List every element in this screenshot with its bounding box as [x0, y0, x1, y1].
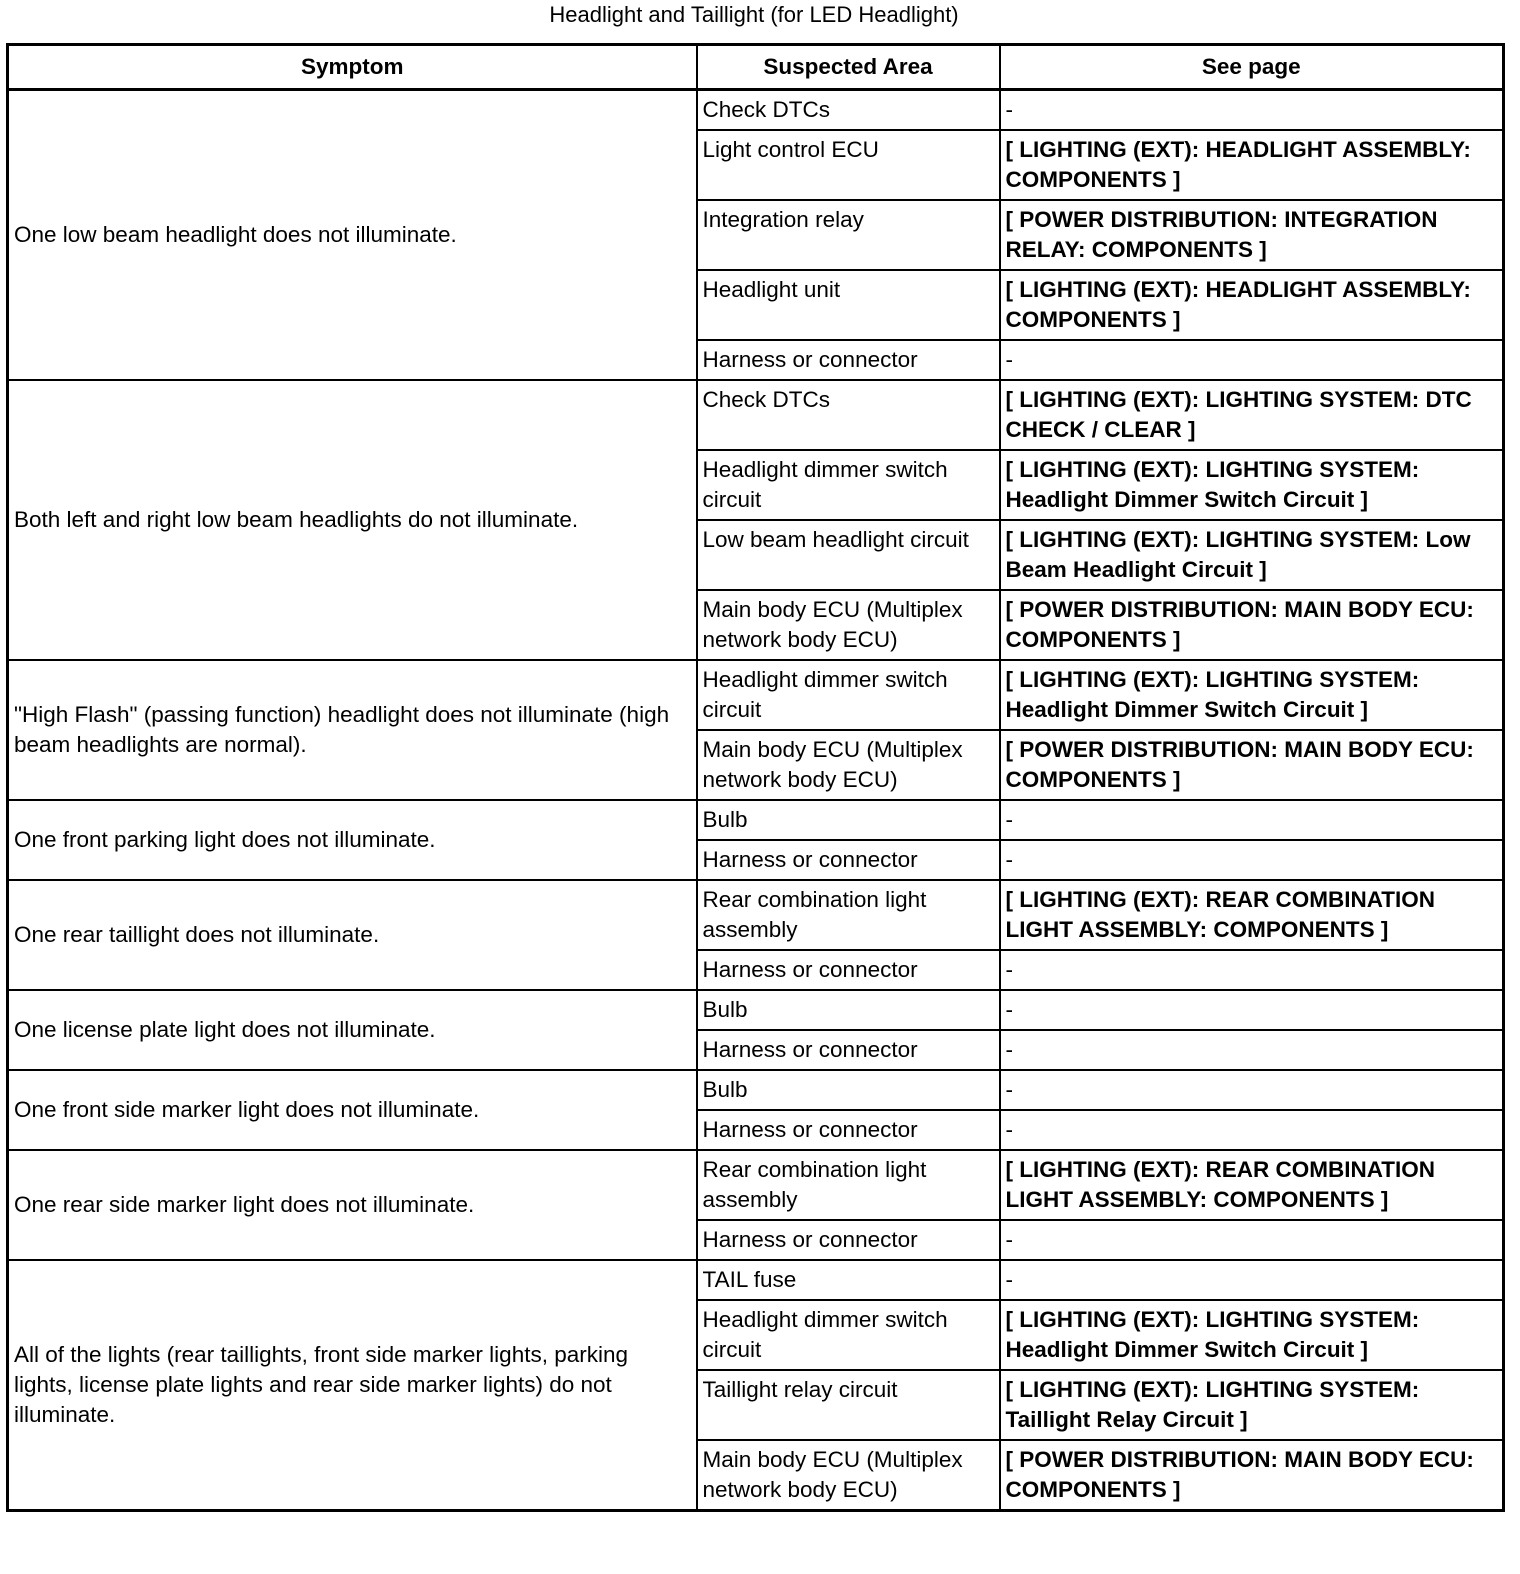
suspected-area-cell: Integration relay [697, 200, 1000, 270]
see-page-cell: - [1000, 90, 1504, 131]
suspected-area-cell: Headlight dimmer switch circuit [697, 660, 1000, 730]
suspected-area-cell: Bulb [697, 1070, 1000, 1110]
table-row [8, 990, 1504, 1030]
suspected-area-cell: Rear combination light assembly [697, 1150, 1000, 1220]
see-page-cell: - [1000, 1030, 1504, 1070]
table-row [8, 90, 1504, 131]
see-page-reference-link[interactable]: [ POWER DISTRIBUTION: MAIN BODY ECU: COMPONENTS ] [1000, 590, 1504, 660]
suspected-area-cell: Check DTCs [697, 380, 1000, 450]
table-row [8, 880, 1504, 950]
symptom-table [6, 43, 1505, 1512]
header-see-page: See page [1000, 45, 1504, 90]
see-page-cell: - [1000, 840, 1504, 880]
page-title: Headlight and Taillight (for LED Headlight) [549, 2, 959, 27]
see-page-reference-link[interactable]: [ LIGHTING (EXT): HEADLIGHT ASSEMBLY: COMPONENTS ] [1000, 130, 1504, 200]
table-header-row [8, 45, 1504, 90]
see-page-reference-link[interactable]: [ LIGHTING (EXT): HEADLIGHT ASSEMBLY: COMPONENTS ] [1000, 270, 1504, 340]
suspected-area-cell: TAIL fuse [697, 1260, 1000, 1300]
suspected-area-cell: Light control ECU [697, 130, 1000, 200]
suspected-area-cell: Main body ECU (Multiplex network body ECU) [697, 730, 1000, 800]
see-page-reference-link[interactable]: [ LIGHTING (EXT): LIGHTING SYSTEM: Headlight Dimmer Switch Circuit ] [1000, 1300, 1504, 1370]
table-body [8, 90, 1504, 1511]
suspected-area-cell: Main body ECU (Multiplex network body ECU) [697, 1440, 1000, 1511]
suspected-area-cell: Harness or connector [697, 340, 1000, 380]
see-page-cell: - [1000, 800, 1504, 840]
suspected-area-cell: Low beam headlight circuit [697, 520, 1000, 590]
header-suspected-area: Suspected Area [697, 45, 1000, 90]
symptom-cell: One front parking light does not illuminate. [8, 800, 697, 880]
see-page-cell: - [1000, 1070, 1504, 1110]
suspected-area-cell: Headlight dimmer switch circuit [697, 450, 1000, 520]
see-page-reference-link[interactable]: [ LIGHTING (EXT): LIGHTING SYSTEM: Taillight Relay Circuit ] [1000, 1370, 1504, 1440]
table-row [8, 660, 1504, 730]
see-page-reference-link[interactable]: [ LIGHTING (EXT): LIGHTING SYSTEM: Headlight Dimmer Switch Circuit ] [1000, 660, 1504, 730]
suspected-area-cell: Headlight unit [697, 270, 1000, 340]
symptom-cell: One front side marker light does not illuminate. [8, 1070, 697, 1150]
see-page-reference-link[interactable]: [ LIGHTING (EXT): LIGHTING SYSTEM: Headlight Dimmer Switch Circuit ] [1000, 450, 1504, 520]
symptom-cell: One rear side marker light does not illuminate. [8, 1150, 697, 1260]
see-page-reference-link[interactable]: [ LIGHTING (EXT): LIGHTING SYSTEM: DTC CHECK / CLEAR ] [1000, 380, 1504, 450]
suspected-area-cell: Check DTCs [697, 90, 1000, 131]
symptom-cell: One rear taillight does not illuminate. [8, 880, 697, 990]
see-page-reference-link[interactable]: [ POWER DISTRIBUTION: INTEGRATION RELAY: COMPONENTS ] [1000, 200, 1504, 270]
suspected-area-cell: Bulb [697, 800, 1000, 840]
suspected-area-cell: Harness or connector [697, 1030, 1000, 1070]
see-page-reference-link[interactable]: [ POWER DISTRIBUTION: MAIN BODY ECU: COMPONENTS ] [1000, 730, 1504, 800]
table-row [8, 380, 1504, 450]
symptom-cell: Both left and right low beam headlights do not illuminate. [8, 380, 697, 660]
symptom-cell: All of the lights (rear taillights, front side marker lights, parking lights, license plate lights and rear side marker lights) do not illuminate. [8, 1260, 697, 1511]
see-page-reference-link[interactable]: [ LIGHTING (EXT): REAR COMBINATION LIGHT ASSEMBLY: COMPONENTS ] [1000, 1150, 1504, 1220]
suspected-area-cell: Headlight dimmer switch circuit [697, 1300, 1000, 1370]
table-row [8, 1070, 1504, 1110]
see-page-cell: - [1000, 1260, 1504, 1300]
table-row [8, 1260, 1504, 1300]
suspected-area-cell: Main body ECU (Multiplex network body ECU) [697, 590, 1000, 660]
see-page-cell: - [1000, 1110, 1504, 1150]
suspected-area-cell: Harness or connector [697, 1110, 1000, 1150]
see-page-cell: - [1000, 1220, 1504, 1260]
suspected-area-cell: Bulb [697, 990, 1000, 1030]
symptom-cell: One low beam headlight does not illuminate. [8, 90, 697, 381]
symptom-cell: "High Flash" (passing function) headlight does not illuminate (high beam headlights are normal). [8, 660, 697, 800]
suspected-area-cell: Harness or connector [697, 840, 1000, 880]
symptom-cell: One license plate light does not illuminate. [8, 990, 697, 1070]
suspected-area-cell: Harness or connector [697, 950, 1000, 990]
see-page-reference-link[interactable]: [ POWER DISTRIBUTION: MAIN BODY ECU: COMPONENTS ] [1000, 1440, 1504, 1511]
see-page-cell: - [1000, 990, 1504, 1030]
header-symptom: Symptom [8, 45, 697, 90]
table-row [8, 1150, 1504, 1220]
suspected-area-cell: Harness or connector [697, 1220, 1000, 1260]
suspected-area-cell: Taillight relay circuit [697, 1370, 1000, 1440]
table-row [8, 800, 1504, 840]
see-page-cell: - [1000, 950, 1504, 990]
suspected-area-cell: Rear combination light assembly [697, 880, 1000, 950]
see-page-cell: - [1000, 340, 1504, 380]
see-page-reference-link[interactable]: [ LIGHTING (EXT): REAR COMBINATION LIGHT ASSEMBLY: COMPONENTS ] [1000, 880, 1504, 950]
see-page-reference-link[interactable]: [ LIGHTING (EXT): LIGHTING SYSTEM: Low Beam Headlight Circuit ] [1000, 520, 1504, 590]
